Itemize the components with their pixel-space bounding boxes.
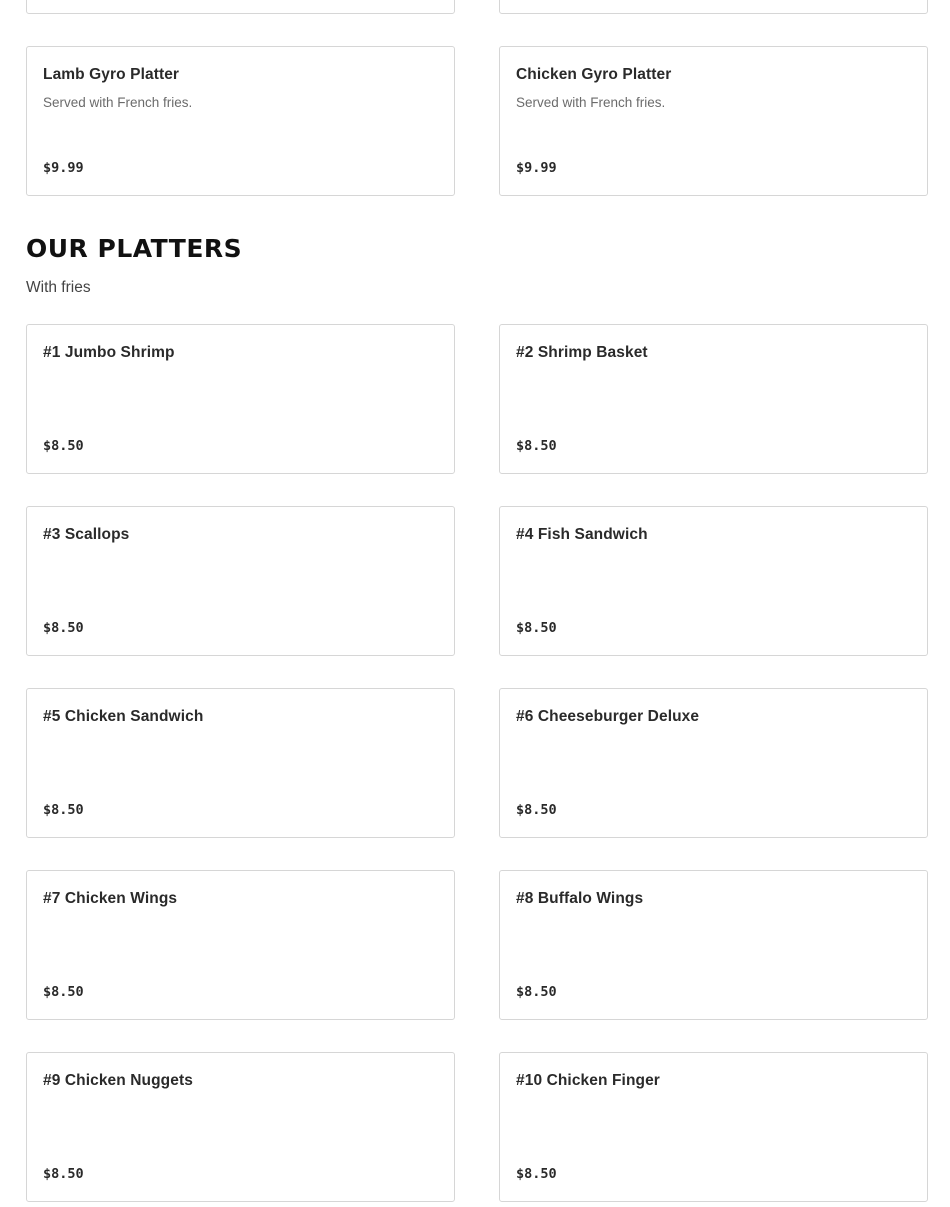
menu-item-card[interactable] xyxy=(26,506,455,656)
menu-item-name: #10 Chicken Finger xyxy=(516,1072,660,1089)
section-subtitle: With fries xyxy=(26,279,91,296)
menu-item-price: $8.50 xyxy=(516,1166,557,1182)
menu-item-card[interactable] xyxy=(499,324,928,474)
menu-item-card-partial[interactable] xyxy=(499,0,928,14)
menu-item-name: #9 Chicken Nuggets xyxy=(43,1072,193,1089)
menu-item-card[interactable] xyxy=(26,870,455,1020)
menu-item-card[interactable] xyxy=(499,506,928,656)
menu-item-price: $8.50 xyxy=(43,1166,84,1182)
menu-item-card[interactable] xyxy=(26,688,455,838)
menu-item-card[interactable] xyxy=(26,1052,455,1202)
menu-item-price: $8.50 xyxy=(43,438,84,454)
menu-item-price: $9.99 xyxy=(43,160,84,176)
section-title: OUR PLATTERS xyxy=(26,234,243,263)
menu-item-price: $8.50 xyxy=(516,984,557,1000)
menu-item-card[interactable] xyxy=(499,870,928,1020)
menu-item-name: #7 Chicken Wings xyxy=(43,890,178,907)
menu-item-price: $8.50 xyxy=(43,620,84,636)
menu-item-price: $9.99 xyxy=(516,160,557,176)
menu-item-price: $8.50 xyxy=(43,802,84,818)
menu-item-price: $8.50 xyxy=(516,620,557,636)
menu-item-price: $8.50 xyxy=(516,438,557,454)
menu-item-card[interactable] xyxy=(499,1052,928,1202)
menu-item-card[interactable] xyxy=(26,324,455,474)
menu-item-name: Chicken Gyro Platter xyxy=(516,66,672,83)
menu-item-name: #3 Scallops xyxy=(43,526,130,543)
menu-item-name: #2 Shrimp Basket xyxy=(516,344,648,361)
menu-item-name: #8 Buffalo Wings xyxy=(516,890,644,907)
menu-item-name: #6 Cheeseburger Deluxe xyxy=(516,708,700,725)
menu-item-description: Served with French fries. xyxy=(516,95,666,110)
menu-item-name: #5 Chicken Sandwich xyxy=(43,708,204,725)
menu-item-card-partial[interactable] xyxy=(26,0,455,14)
menu-item-name: #4 Fish Sandwich xyxy=(516,526,648,543)
menu-item-card[interactable] xyxy=(26,46,455,196)
menu-item-card[interactable] xyxy=(499,688,928,838)
menu-item-price: $8.50 xyxy=(516,802,557,818)
menu-item-name: #1 Jumbo Shrimp xyxy=(43,344,175,361)
menu-item-name: Lamb Gyro Platter xyxy=(43,66,180,83)
menu-item-card[interactable] xyxy=(499,46,928,196)
menu-item-price: $8.50 xyxy=(43,984,84,1000)
menu-item-description: Served with French fries. xyxy=(43,95,193,110)
